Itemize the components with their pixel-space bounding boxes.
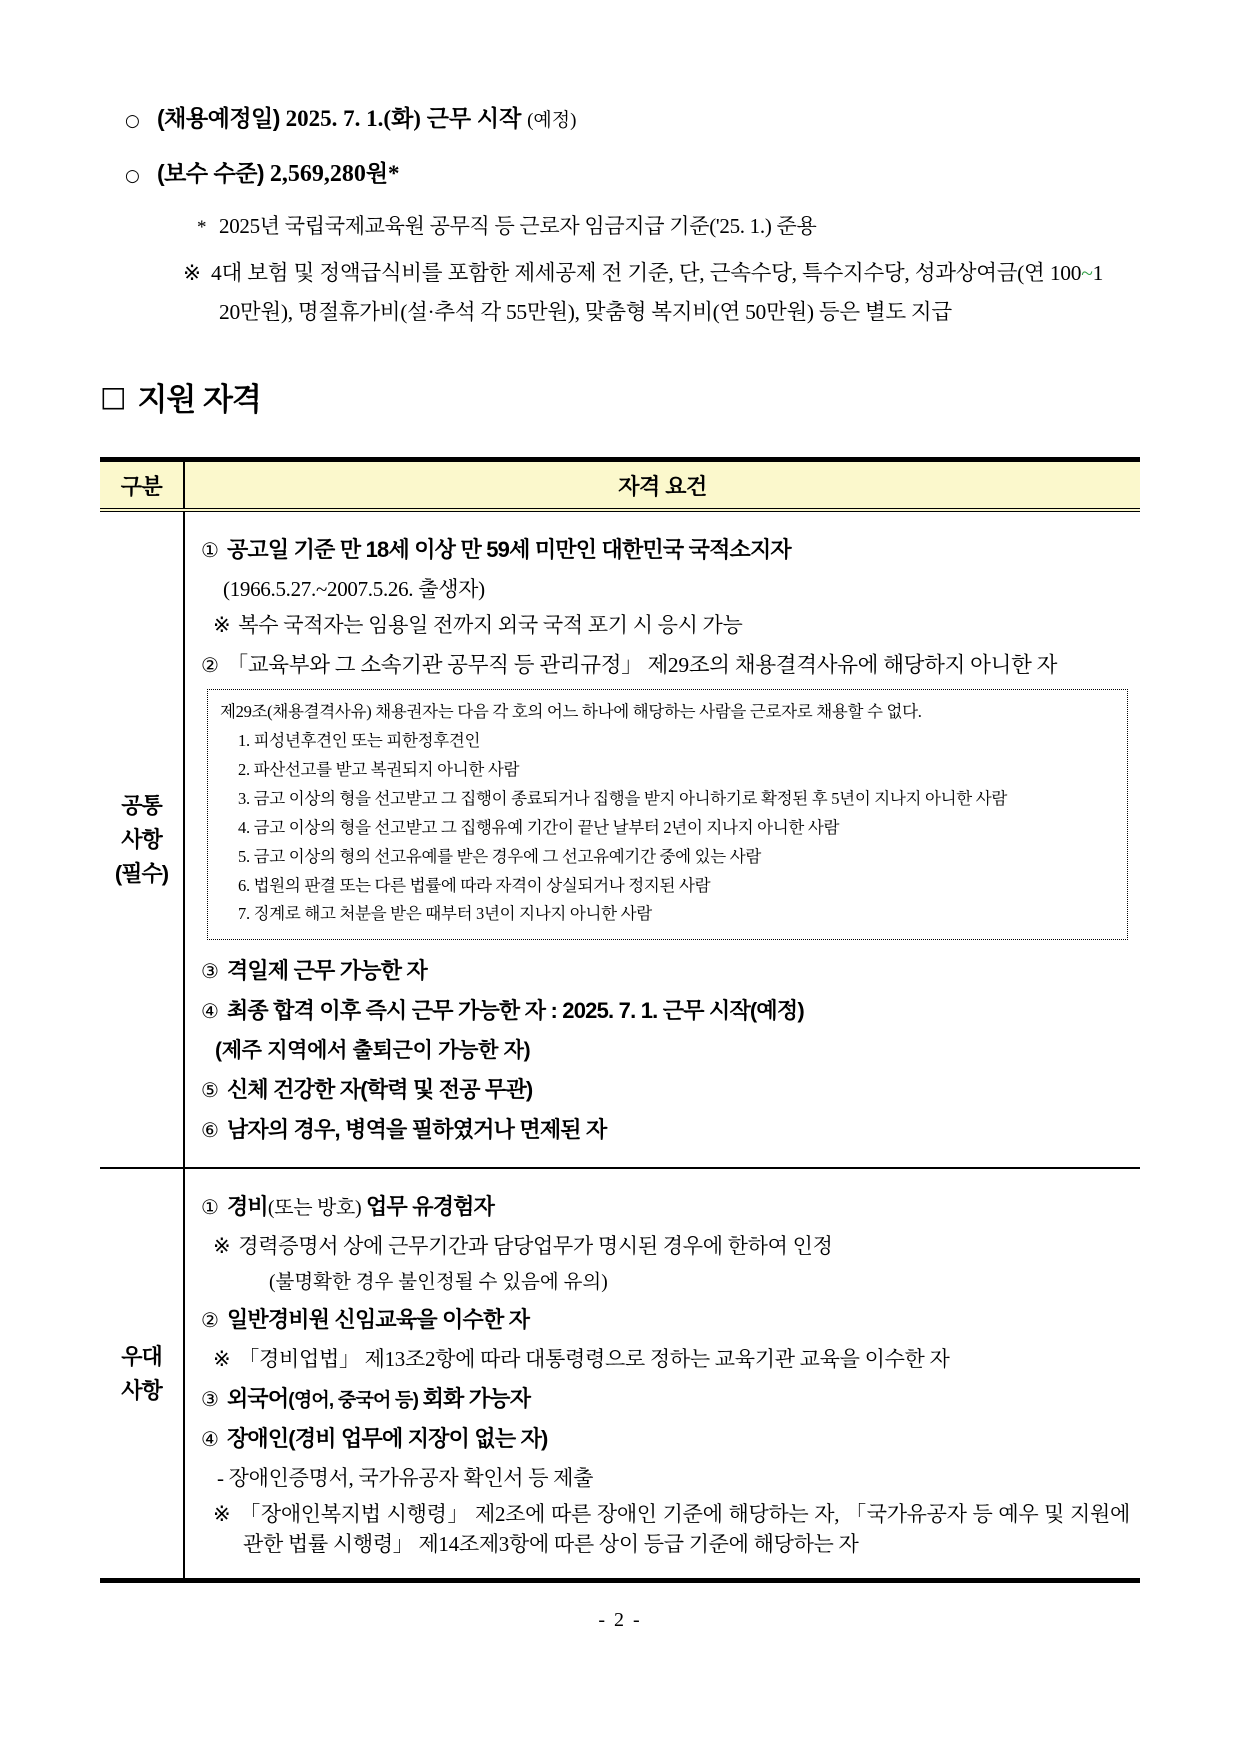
dual-nationality-note [213, 609, 1130, 639]
hire-date-line [125, 100, 1140, 133]
requirements-cell-common [185, 512, 1140, 1167]
table-row-preferred [100, 1169, 1140, 1578]
salary-unit: 원* [365, 161, 400, 186]
eligibility-table [100, 457, 1140, 1583]
circled-number-icon: ② [201, 1308, 219, 1333]
category-line: 사항 [121, 826, 162, 852]
dual-nationality-text: 복수 국적자는 임용일 전까지 외국 국적 포기 시 응시 가능 [238, 613, 743, 638]
circled-number-icon: ④ [201, 1427, 219, 1452]
preferred-item-guard-training [201, 1303, 1130, 1334]
circled-number-icon: ② [201, 653, 219, 678]
circle-bullet-icon: ○ [125, 166, 140, 186]
category-cell-preferred [100, 1169, 185, 1578]
guard-law-note [213, 1343, 1130, 1373]
header-cell-requirements: 자격 요건 [618, 473, 707, 499]
requirement-text: 「교육부와 그 소속기관 공무직 등 관리규정」 제29조의 채용결격사유에 해당하지 아니한 자 [226, 653, 1058, 678]
hire-date-value: 2025. 7. 1.(화) 근무 시작 [285, 106, 522, 131]
salary-text [157, 155, 400, 188]
disqualification-item: 7. 징계로 해고 처분을 받은 때부터 3년이 지나지 아니한 사람 [238, 904, 652, 924]
page-number: - 2 - [598, 1609, 642, 1632]
disqualification-item: 3. 금고 이상의 형을 선고받고 그 집행이 종료되거나 집행을 받지 아니하기로 확정된 후 5년이 지나지 아니한 사람 [238, 788, 1008, 808]
experience-proof-text: 경력증명서 상에 근무기간과 담당업무가 명시된 경우에 한하여 인정 [238, 1234, 833, 1259]
requirement-text: 격일제 근무 가능한 자 [226, 958, 427, 984]
preferred-text-paren: (영어, 중국어 등) [288, 1390, 423, 1412]
category-line: 공통 [121, 792, 162, 818]
disability-criteria-note [213, 1498, 1130, 1558]
requirement-item-military [201, 1113, 1130, 1144]
salary-detail-part2: 120만원), 명절휴가비(설·추석 각 55만원), 맞춤형 복지비(연 50만원) 등은 별도 지급 [219, 261, 1104, 325]
hire-date-suffix: (예정) [527, 110, 577, 131]
intro-section [125, 100, 1140, 332]
salary-label: (보수 수준) [157, 160, 265, 186]
preferred-text: 장애인(경비 업무에 지장이 없는 자) [226, 1426, 548, 1452]
birthdate-range-note: (1966.5.27.~2007.5.26. 출생자) [223, 577, 485, 602]
reference-marker: ※ [213, 1502, 232, 1527]
preferred-text-bold: 회화 가능자 [422, 1386, 531, 1412]
preferred-item-disabled [201, 1422, 1130, 1453]
hire-date-text [157, 100, 576, 133]
disability-criteria-text: 「장애인복지법 시행령」 제2조에 따른 장애인 기준에 해당하는 자, 「국가유공자 등 예우 및 지원에 관한 법률 시행령」 제14조제3항에 따른 상이 등급 기준에 해당하는 자 [239, 1502, 1130, 1557]
disqualification-item: 6. 법원의 판결 또는 다른 법률에 따라 자격이 상실되거나 정지된 사람 [238, 875, 711, 895]
requirement-text: 신체 건강한 자(학력 및 전공 무관) [226, 1077, 533, 1103]
table-row-common [100, 512, 1140, 1169]
circled-number-icon: ① [201, 1195, 219, 1220]
reference-marker: ※ [183, 261, 202, 286]
salary-basis-text: 2025년 국립국제교육원 공무직 등 근로자 임금지급 기준('25. 1.) 준용 [219, 214, 817, 238]
circle-bullet-icon: ○ [125, 111, 140, 131]
section-title: 지원 자격 [137, 382, 261, 418]
preferred-text-bold: 외국어 [226, 1386, 289, 1412]
category-cell-common [100, 512, 185, 1167]
article-29-box [207, 689, 1128, 940]
disability-documents-note: - 장애인증명서, 국가유공자 확인서 등 제출 [217, 1466, 594, 1491]
salary-basis-note [197, 210, 1140, 240]
category-line: (필수) [114, 860, 169, 886]
requirement-item-alternate-shift [201, 954, 1130, 985]
requirement-text: 최종 합격 이후 즉시 근무 가능한 자 : 2025. 7. 1. 근무 시작(예정) [226, 998, 804, 1024]
circled-number-icon: ① [201, 538, 219, 563]
tilde-accent: ~ [1081, 261, 1093, 285]
preferred-text: 일반경비원 신임교육을 이수한 자 [226, 1307, 530, 1333]
requirements-cell-preferred [185, 1169, 1140, 1578]
section-heading-eligibility [100, 374, 1140, 419]
salary-detail-part1: 4대 보험 및 정액급식비를 포함한 제세공제 전 기준, 단, 근속수당, 특수지수당, 성과상여금(연 100 [211, 261, 1082, 285]
reference-marker: ※ [213, 1234, 231, 1259]
disqualification-item: 5. 금고 이상의 형의 선고유예를 받은 경우에 그 선고유예기간 중에 있는 사람 [238, 846, 762, 866]
reference-marker: ※ [213, 613, 231, 638]
reference-marker: ※ [213, 1347, 231, 1372]
experience-proof-note [213, 1230, 1130, 1260]
requirement-item-regulation [201, 648, 1130, 679]
table-header-row [100, 462, 1140, 512]
circled-number-icon: ⑥ [201, 1118, 219, 1143]
salary-line [125, 155, 1140, 188]
circled-number-icon: ③ [201, 959, 219, 984]
square-bullet-icon: □ [100, 380, 126, 414]
circled-number-icon: ④ [201, 999, 219, 1024]
preferred-text-paren: (또는 방호) [267, 1197, 367, 1220]
disqualification-item: 4. 금고 이상의 형을 선고받고 그 집행유예 기간이 끝난 날부터 2년이 지나지 아니한 사람 [238, 817, 840, 837]
salary-detail-note [183, 254, 1103, 332]
requirement-text: 공고일 기준 만 18세 이상 만 59세 미만인 대한민국 국적소지자 [226, 537, 791, 563]
preferred-text-bold: 경비 [226, 1194, 268, 1220]
requirement-item-immediate-work [201, 994, 1130, 1025]
circled-number-icon: ⑤ [201, 1078, 219, 1103]
requirement-text: 남자의 경우, 병역을 필하였거나 면제된 자 [226, 1117, 607, 1143]
preferred-text-bold: 업무 유경험자 [366, 1194, 495, 1220]
jeju-commute-note: (제주 지역에서 출퇴근이 가능한 자) [215, 1039, 531, 1063]
category-line: 우대 [121, 1343, 162, 1369]
article-29-title: 제29조(채용결격사유) 채용권자는 다음 각 호의 어느 하나에 해당하는 사람을 근로자로 채용할 수 없다. [220, 702, 922, 722]
asterisk-marker: * [197, 217, 207, 238]
requirement-item-health [201, 1073, 1130, 1104]
disqualification-item: 2. 파산선고를 받고 복권되지 아니한 사람 [238, 760, 520, 779]
salary-amount: 2,569,280 [269, 161, 366, 187]
experience-caution-note: (불명확한 경우 불인정될 수 있음에 유의) [269, 1272, 608, 1294]
header-cell-category: 구분 [100, 462, 185, 508]
circled-number-icon: ③ [201, 1387, 219, 1412]
disqualification-item: 1. 피성년후견인 또는 피한정후견인 [238, 731, 481, 751]
category-line: 사항 [121, 1377, 162, 1403]
guard-law-text: 「경비업법」 제13조2항에 따라 대통령령으로 정하는 교육기관 교육을 이수한 자 [238, 1347, 950, 1372]
hire-date-label: (채용예정일) [157, 105, 280, 131]
preferred-item-foreign-language [201, 1382, 1130, 1413]
preferred-item-security-experience [201, 1190, 1130, 1221]
requirement-item-age [201, 533, 1130, 564]
